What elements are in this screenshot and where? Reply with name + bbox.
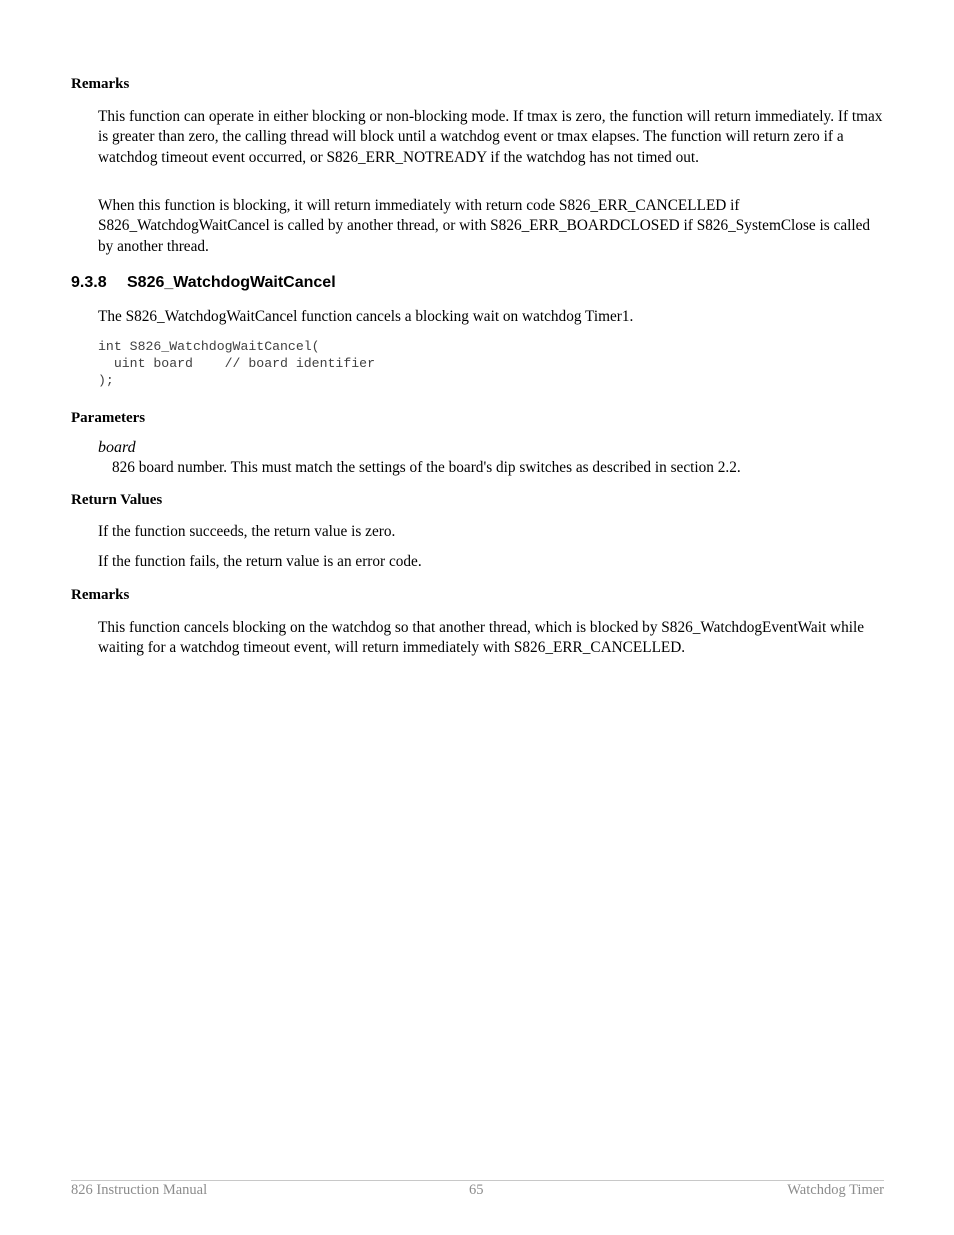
parameters-label: Parameters [71, 410, 146, 426]
return-value-paragraph: If the function fails, the return value is an error code. [98, 553, 422, 570]
footer-chapter-title: Watchdog Timer [787, 1182, 884, 1198]
section-title: S826_WatchdogWaitCancel [127, 274, 336, 291]
section-intro: The S826_WatchdogWaitCancel function cancels a blocking wait on watchdog Timer1. [98, 308, 634, 325]
remarks-label: Remarks [71, 76, 130, 92]
remarks-label: Remarks [71, 587, 130, 603]
parameter-description: 826 board number. This must match the settings of the board's dip switches as described in section 2.2. [112, 459, 741, 476]
function-signature-code [98, 338, 375, 389]
code-line: int S826_WatchdogWaitCancel( [98, 339, 320, 354]
code-line: uint board // board identifier [98, 356, 375, 371]
remarks-paragraph: This function cancels blocking on the watchdog so that another thread, which is blocked by S826_WatchdogEventWait while waiting for a watchdog timeout event, will return immediately with S826_ERR_CANCELLED. [98, 619, 865, 657]
remarks-paragraph: This function can operate in either blocking or non-blocking mode. If tmax is zero, the function will return immediately. If tmax is greater than zero, the calling thread will block until a watchdog event or tmax elapses. The function will return zero if a watchdog timeout event occurred, or S826_ERR_NOTREADY if the watchdog has not timed out. [98, 108, 883, 166]
return-values-label: Return Values [71, 492, 163, 508]
section-number: 9.3.8 [71, 274, 107, 291]
footer-manual-title: 826 Instruction Manual [71, 1182, 208, 1198]
remarks-paragraph: When this function is blocking, it will return immediately with return code S826_ERR_CANCELLED if S826_WatchdogWaitCancel is called by another thread, or with S826_ERR_BOARDCLOSED if S826_SystemClose is called by another thread. [98, 197, 871, 255]
code-line: ); [98, 373, 114, 388]
footer-page-number: 65 [469, 1182, 484, 1198]
section-heading [71, 273, 336, 293]
parameter-name: board [98, 439, 136, 456]
return-value-paragraph: If the function succeeds, the return value is zero. [98, 523, 396, 540]
